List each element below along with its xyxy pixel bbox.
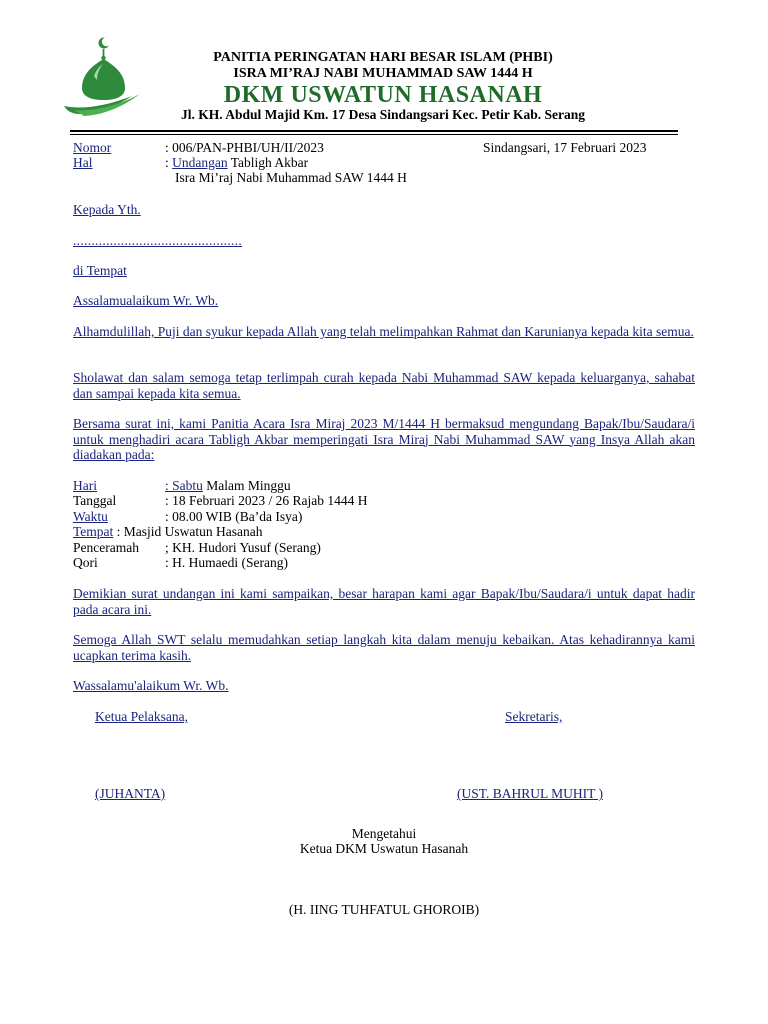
nomor-value: : 006/PAN-PHBI/UH/II/2023 bbox=[165, 140, 324, 155]
letter-date: Sindangsari, 17 Februari 2023 bbox=[483, 140, 647, 155]
paragraph-sholawat: Sholawat dan salam semoga tetap terlimpah curah kepada Nabi Muhammad SAW kepada keluarganya, sahabat dan sampai kepada kita semua. bbox=[73, 370, 695, 401]
di-tempat: di Tempat bbox=[73, 263, 127, 278]
greeting: Assalamualaikum Wr. Wb. bbox=[73, 293, 219, 308]
tanggal-value: : 18 Februari 2023 / 26 Rajab 1444 H bbox=[165, 493, 368, 508]
sekretaris-title: Sekretaris, bbox=[505, 709, 563, 724]
hal-value-tabligh: Tabligh Akbar bbox=[227, 155, 309, 170]
paragraph-prayer: Semoga Allah SWT selalu memudahkan setiap langkah kita dalam menuju kebaikan. Atas kehadirannya kami ucapkan terima kasih. bbox=[73, 632, 695, 663]
penceramah-label: Penceramah bbox=[73, 540, 139, 555]
nomor-label: Nomor bbox=[73, 140, 112, 155]
header-divider-thick bbox=[70, 130, 678, 132]
organization-name: DKM USWATUN HASANAH bbox=[223, 82, 543, 108]
hal-value-undangan: Undangan bbox=[172, 155, 228, 170]
sekretaris-name: (UST. BAHRUL MUHIT ) bbox=[457, 786, 603, 801]
kepada-yth: Kepada Yth. bbox=[73, 202, 141, 217]
organization-address: Jl. KH. Abdul Majid Km. 17 Desa Sindangsari Kec. Petir Kab. Serang bbox=[180, 107, 586, 122]
paragraph-invitation: Bersama surat ini, kami Panitia Acara Isra Miraj 2023 M/1444 H bermaksud mengundang Bapak/Ibu/Saudara/i untuk menghadiri acara Tabligh Akbar memperingati Isra Miraj Nabi Muhammad SAW yang Insya Allah akan diadakan pada: bbox=[73, 416, 695, 462]
closing-salam: Wassalamu'alaikum Wr. Wb. bbox=[73, 678, 229, 693]
paragraph-opening: Alhamdulillah, Puji dan syukur kepada Allah yang telah melimpahkan Rahmat dan Karunianya kepada kita semua. bbox=[73, 324, 694, 339]
tempat-row bbox=[73, 524, 263, 539]
committee-title: PANITIA PERINGATAN HARI BESAR ISLAM (PHBI) bbox=[213, 50, 553, 65]
hari-value-malam: Malam Minggu bbox=[202, 478, 291, 493]
hal-colon: : bbox=[165, 155, 173, 170]
ketua-dkm-title: Ketua DKM Uswatun Hasanah bbox=[299, 841, 469, 856]
mosque-logo-icon bbox=[62, 36, 162, 118]
hari-label: Hari bbox=[73, 478, 97, 493]
penceramah-value: ; KH. Hudori Yusuf (Serang) bbox=[165, 540, 321, 555]
tanggal-label: Tanggal bbox=[73, 493, 117, 508]
hari-value bbox=[165, 478, 291, 493]
paragraph-closing: Demikian surat undangan ini kami sampaikan, besar harapan kami agar Bapak/Ibu/Saudara/i untuk dapat hadir pada acara ini. bbox=[73, 586, 695, 617]
tempat-label: Tempat bbox=[73, 524, 114, 539]
hal-value bbox=[165, 155, 308, 170]
waktu-label: Waktu bbox=[73, 509, 108, 524]
hal-label: Hal bbox=[73, 155, 93, 170]
mengetahui-label: Mengetahui bbox=[351, 826, 417, 841]
ketua-dkm-name: (H. IING TUHFATUL GHOROIB) bbox=[288, 902, 480, 917]
qori-value: : H. Humaedi (Serang) bbox=[165, 555, 288, 570]
hal-value-line2: Isra Mi’raj Nabi Muhammad SAW 1444 H bbox=[175, 170, 407, 185]
header-divider-thin bbox=[70, 134, 678, 135]
event-title: ISRA MI’RAJ NABI MUHAMMAD SAW 1444 H bbox=[233, 66, 533, 81]
hari-value-sabtu: : Sabtu bbox=[165, 478, 203, 493]
ketua-pelaksana-title: Ketua Pelaksana, bbox=[95, 709, 188, 724]
recipient-blank: .............................................. bbox=[73, 233, 243, 248]
qori-label: Qori bbox=[73, 555, 98, 570]
ketua-pelaksana-name: (JUHANTA) bbox=[95, 786, 166, 801]
tempat-value: : Masjid Uswatun Hasanah bbox=[113, 524, 263, 539]
waktu-value: : 08.00 WIB (Ba’da Isya) bbox=[165, 509, 303, 524]
